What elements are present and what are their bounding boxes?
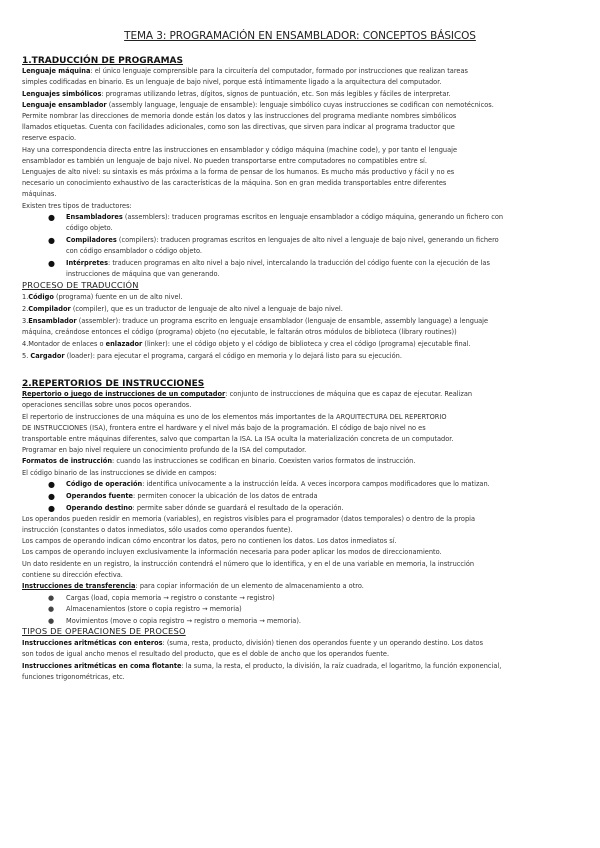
paragraph-line: [22, 316, 582, 327]
section-heading-traduccion: 1.TRADUCCIÓN DE PROGRAMAS: [22, 56, 183, 66]
text: (compilers): traducen programas escritos en lenguajes de alto nivel a lenguaje de bajo nivel, generando un fichero: [116, 236, 499, 244]
list-item: [66, 212, 586, 223]
term: Instrucciones aritméticas con enteros: [22, 639, 163, 647]
paragraph-line: contiene su dirección efectiva.: [22, 571, 123, 579]
term: Intérpretes: [66, 259, 109, 267]
term: Lenguaje ensamblador: [22, 101, 107, 109]
list-item: Cargas (load, copia memoria → registro o constante → registro): [66, 594, 275, 602]
paragraph-line: [22, 581, 582, 592]
bullet-icon: ●: [48, 605, 55, 613]
paragraph-line: [22, 638, 582, 649]
paragraph-line: reserve espacio.: [22, 134, 77, 142]
paragraph-line: instrucción (constantes o datos inmediatos, sólo usados como operandos fuente).: [22, 526, 293, 534]
paragraph-line: [22, 304, 582, 315]
paragraph-line: [22, 661, 582, 672]
text: (compiler), que es un traductor de lenguaje de alto nivel a lenguaje de bajo nivel.: [70, 305, 343, 313]
subheading-operaciones: TIPOS DE OPERACIONES DE PROCESO: [22, 626, 186, 636]
paragraph-line: Los campos de operando indican cómo encontrar los datos, pero no contienen los datos. Los datos inmediatos sí.: [22, 537, 397, 545]
paragraph-line: llamados etiquetas. Cuenta con facilidades adicionales, como son las directivas, que sirven para indicar al programa traductor que: [22, 123, 455, 131]
text: : para copiar información de un elemento de almacenamiento a otro.: [135, 582, 364, 590]
paragraph-line: simples codificadas en binario. Es un lenguaje de bajo nivel, porque está íntimamente ligado a la arquitectura del computador.: [22, 78, 442, 86]
paragraph-line: [22, 389, 582, 400]
paragraph-line: Permite nombrar las direcciones de memoria donde están los datos y las instrucciones del programa mediante nombres simbólicos: [22, 112, 457, 120]
text: : cuando las instrucciones se codifican en binario. Coexisten varios formatos de instrucción.: [112, 457, 416, 465]
bullet-icon: ●: [48, 617, 55, 625]
list-item-cont: código objeto.: [66, 224, 113, 232]
paragraph-line: El código binario de las instrucciones se divide en campos:: [22, 469, 217, 477]
text: : programas utilizando letras, dígitos, signos de puntuación, etc. Son más legibles y fáciles de interpretar.: [101, 90, 451, 98]
text: (loader): para ejecutar el programa, cargará el código en memoria y lo dejará listo para su ejecución.: [64, 352, 402, 360]
text: : (suma, resta, producto, división) tienen dos operandos fuente y un operando destino. Los datos: [162, 639, 484, 647]
list-item: [66, 491, 586, 502]
bullet-icon: ●: [48, 213, 55, 222]
text: 2.: [22, 305, 29, 313]
term: Código: [28, 293, 54, 301]
paragraph-line: [22, 292, 582, 303]
paragraph-line: DE INSTRUCCIONES (ISA), frontera entre el hardware y el nivel más bajo de la programación. El código de bajo nivel no es: [22, 424, 426, 432]
paragraph-line: [22, 66, 582, 77]
list-item: [66, 235, 586, 246]
list-item: Movimientos (move o copia registro → registro o memoria → memoria).: [66, 617, 302, 625]
term: Compiladores: [66, 236, 117, 244]
bullet-icon: ●: [48, 259, 55, 268]
text: 3.: [22, 317, 29, 325]
paragraph-line: Lenguajes de alto nivel: su sintaxis es más próxima a la forma de pensar de los humanos. Es mucho más productivo y fácil y no es: [22, 168, 455, 176]
text: (programa) fuente en un de alto nivel.: [53, 293, 183, 301]
list-item: Almacenamientos (store o copia registro → memoria): [66, 605, 242, 613]
paragraph-line: ensamblador es también un lenguaje de bajo nivel. No pueden transportarse entre computadores no compatibles entre sí.: [22, 157, 427, 165]
list-item-cont: instrucciones de máquina que van generando.: [66, 270, 220, 278]
list-item: [66, 479, 586, 490]
list-item: [66, 503, 586, 514]
text: (linker): une el código objeto y el código de biblioteca y crea el código (programa) ejecutable final.: [142, 340, 471, 348]
paragraph-line: [22, 339, 582, 350]
paragraph-line: Los operandos pueden residir en memoria (variables), en registros visibles para el programador (datos temporales) o dentro de la propia: [22, 515, 476, 523]
paragraph-line: operaciones sencillas sobre unos pocos operandos.: [22, 401, 192, 409]
paragraph-line: Un dato residente en un registro, la instrucción contendrá el número que lo identifica, y en el de una variable en memoria, la instrucción: [22, 560, 475, 568]
paragraph-line: Hay una correspondencia directa entre las instrucciones en ensamblador y código máquina (machine code), y por tanto el lenguaje: [22, 146, 458, 154]
term: Operando destino: [66, 504, 133, 512]
bullet-icon: ●: [48, 480, 55, 489]
term: Repertorio o juego de instrucciones de un computador: [22, 390, 226, 398]
term: Lenguaje máquina: [22, 67, 91, 75]
text: : la suma, la resta, el producto, la división, la raíz cuadrada, el logaritmo, la función exponencial,: [181, 662, 502, 670]
text: (assemblers): traducen programas escritos en lenguaje ensamblador a código máquina, generando un fichero con: [122, 213, 504, 221]
paragraph-line: Los campos de operando incluyen exclusivamente la información necesaria para poder aplicar los modos de direccionamiento.: [22, 548, 442, 556]
term: Ensamblador: [28, 317, 77, 325]
list-item-cont: con código ensamblador o código objeto.: [66, 247, 202, 255]
text: : conjunto de instrucciones de máquina que es capaz de ejecutar. Realizan: [225, 390, 473, 398]
paragraph-line: máquinas.: [22, 190, 57, 198]
paragraph-line: [22, 456, 582, 467]
text: 5.: [22, 352, 31, 360]
paragraph-line: Existen tres tipos de traductores:: [22, 202, 132, 210]
subheading-proceso: PROCESO DE TRADUCCIÓN: [22, 280, 139, 290]
text: : permite saber dónde se guardará el resultado de la operación.: [132, 504, 344, 512]
text: (assembler): traduce un programa escrito en lenguaje ensamblador (lenguaje de ensamble, assembly language) a lenguaje: [76, 317, 489, 325]
text: 1.: [22, 293, 29, 301]
page-title: TEMA 3: PROGRAMACIÓN EN ENSAMBLADOR: CONCEPTOS BÁSICOS: [124, 30, 476, 42]
term: Ensambladores: [66, 213, 123, 221]
paragraph-line: [22, 100, 582, 111]
text: (assembly language, lenguaje de ensamble): lenguaje simbólico cuyas instrucciones se codifican con nemotécnicos.: [106, 101, 494, 109]
term: enlazador: [105, 340, 143, 348]
term: Formatos de instrucción: [22, 457, 113, 465]
paragraph-line: [22, 351, 582, 362]
text: 4.Montador de enlaces o: [22, 340, 106, 348]
paragraph-line: son todos de igual ancho menos el resultado del producto, que es el doble de ancho que los operandos fuente.: [22, 650, 390, 658]
section-heading-repertorios: 2.REPERTORIOS DE INSTRUCCIONES: [22, 379, 205, 389]
bullet-icon: ●: [48, 492, 55, 501]
term: Operandos fuente: [66, 492, 134, 500]
paragraph-line: [22, 89, 582, 100]
bullet-icon: ●: [48, 236, 55, 245]
term: Lenguajes simbólicos: [22, 90, 102, 98]
text: : permiten conocer la ubicación de los datos de entrada: [133, 492, 318, 500]
paragraph-line: necesario un conocimiento exhaustivo de las características de la máquina. Son en gran medida transportables entre diferentes: [22, 179, 447, 187]
paragraph-line: El repertorio de instrucciones de una máquina es uno de los elementos más importantes de la ARQUITECTURA DEL REPERTORIO: [22, 413, 447, 421]
bullet-icon: ●: [48, 504, 55, 513]
paragraph-line: máquina, creándose entonces el código (programa) objeto (no ejecutable, le faltarán otros módulos de biblioteca (library routines)): [22, 328, 457, 336]
paragraph-line: Programar en bajo nivel requiere un conocimiento profundo de la ISA del computador.: [22, 446, 307, 454]
text: : identifica unívocamente a la instrucción leída. A veces incorpora campos modificadores que lo matizan.: [142, 480, 490, 488]
list-item: [66, 258, 586, 269]
bullet-icon: ●: [48, 594, 55, 602]
text: : traducen programas en alto nivel a bajo nivel, intercalando la traducción del código fuente con la ejecución de las: [108, 259, 490, 267]
term: Cargador: [30, 352, 65, 360]
paragraph-line: funciones trigonométricas, etc.: [22, 673, 125, 681]
term: Instrucciones de transferencia: [22, 582, 136, 590]
text: : el único lenguaje comprensible para la circuitería del computador, formado por instrucciones que realizan tareas: [90, 67, 468, 75]
term: Instrucciones aritméticas en coma flotante: [22, 662, 182, 670]
term: Compilador: [28, 305, 71, 313]
term: Código de operación: [66, 480, 143, 488]
paragraph-line: transportable entre máquinas diferentes, salvo que compartan la ISA. La ISA oculta la materialización concreta de un computador.: [22, 435, 454, 443]
